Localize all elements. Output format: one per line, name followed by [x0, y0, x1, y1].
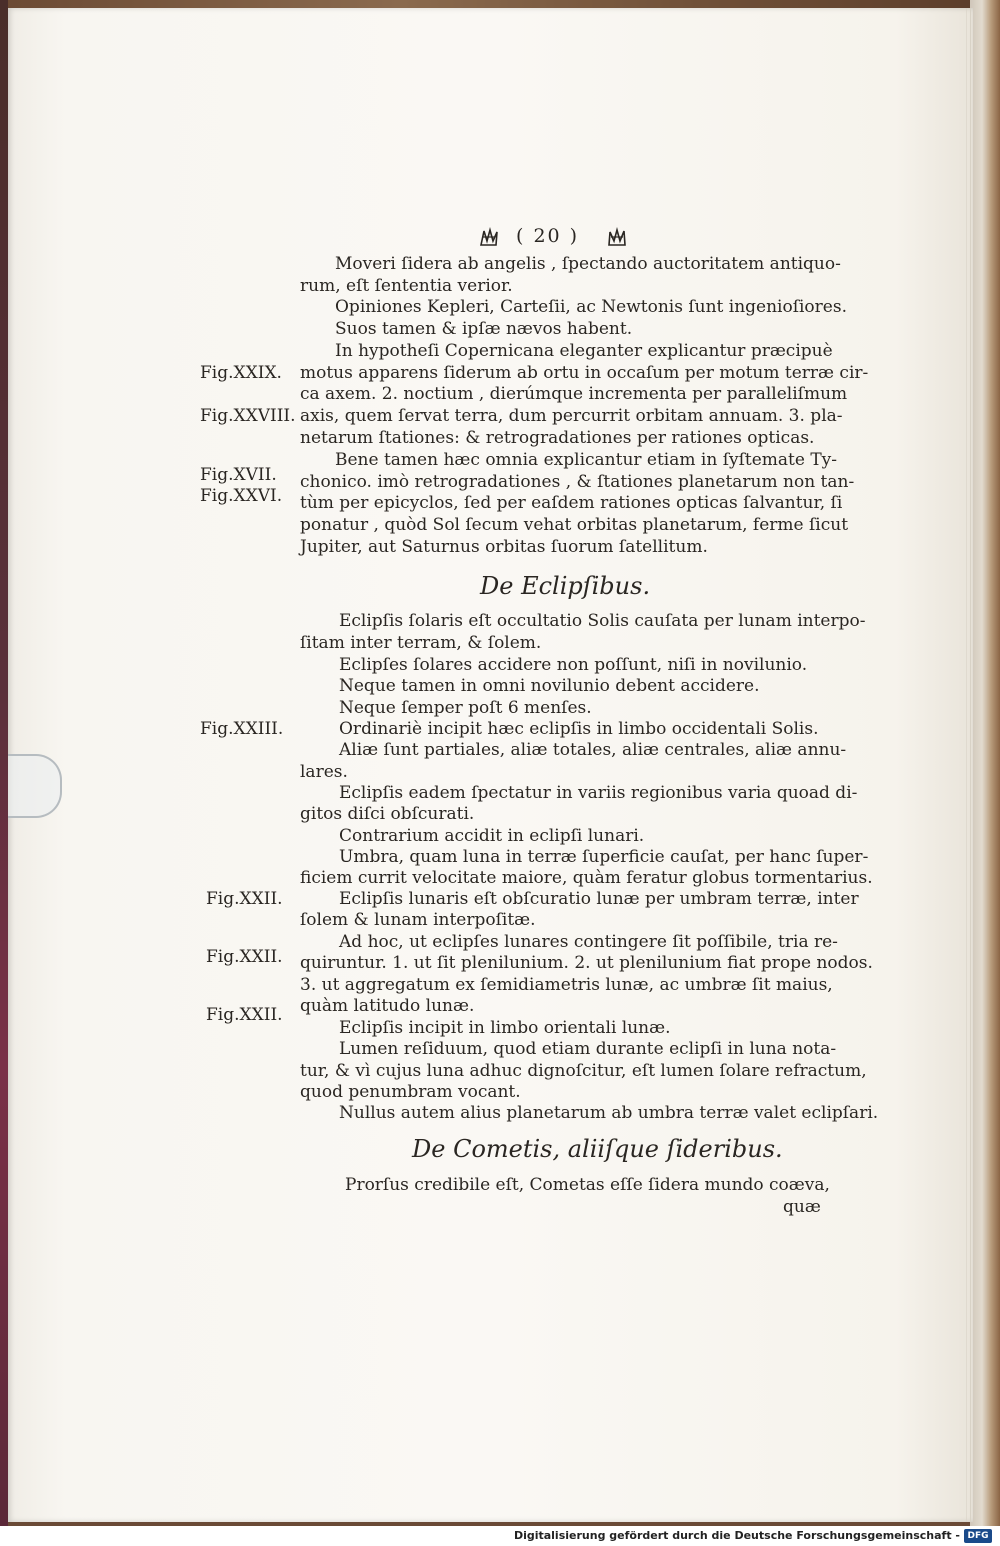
text-line: Contrarium accidit in eclipſi lunari.: [339, 826, 645, 846]
text-line: In hypotheſi Copernicana eleganter explicantur præcipuè: [335, 341, 833, 361]
text-line: Eclipſis eadem ſpectatur in variis regionibus varia quoad di-: [339, 783, 858, 803]
text-line: Suos tamen & ipſæ nævos habent.: [335, 319, 633, 339]
text-line: chonico. imò retrogradationes , & ſtationes planetarum non tan-: [300, 472, 855, 492]
book-page: [8, 8, 973, 1522]
text-line: Ordinariè incipit hæc eclipſis in limbo occidentali Solis.: [339, 719, 819, 739]
section-heading-comets: De Cometis, aliiſque ſideribus.: [412, 1135, 783, 1163]
figure-reference: Fig.XXVI.: [200, 486, 283, 506]
dfg-logo-icon: DFG: [964, 1529, 992, 1543]
text-line: Neque ſemper poſt 6 menſes.: [339, 698, 592, 718]
page-number: ( 20 ): [516, 225, 580, 247]
text-line: ſitam inter terram, & ſolem.: [300, 633, 542, 653]
page-clip-marker: [8, 754, 62, 818]
text-line: ponatur , quòd Sol ſecum vehat orbitas planetarum, ferme ſicut: [300, 515, 849, 535]
text-line: quod penumbram vocant.: [300, 1082, 521, 1102]
page-header: [478, 225, 638, 253]
figure-reference: Fig.XXII.: [206, 889, 283, 909]
catchword: quæ: [783, 1197, 821, 1217]
text-line: Eclipſis lunaris eſt obſcuratio lunæ per umbram terræ, inter: [339, 889, 859, 909]
text-line: netarum ſtationes: & retrogradationes per rationes opticas.: [300, 428, 815, 448]
figure-reference: Fig.XXIX.: [200, 363, 282, 383]
text-line: Aliæ ſunt partiales, aliæ totales, aliæ centrales, aliæ annu-: [339, 740, 847, 760]
figure-reference: Fig.XVII.: [200, 465, 277, 485]
book-binding-right: [970, 0, 1000, 1526]
text-line: Eclipſes ſolares accidere non poſſunt, niſi in novilunio.: [339, 655, 808, 675]
text-line: tur, & vì cujus luna adhuc dignoſcitur, eſt lumen ſolare refractum,: [300, 1061, 867, 1081]
text-line: ca axem. 2. noctium , dierúmque incrementa per paralleliſmum: [300, 384, 848, 404]
page-edge: [970, 8, 971, 1522]
text-line: Eclipſis incipit in limbo orientali lunæ.: [339, 1018, 671, 1038]
text-line: motus apparens ſiderum ab ortu in occaſum per motum terræ cir-: [300, 363, 869, 383]
text-line: Opiniones Kepleri, Carteſii, ac Newtonis ſunt ingenioſiores.: [335, 297, 847, 317]
text-line: Eclipſis ſolaris eſt occultatio Solis cauſata per lunam interpo-: [339, 611, 866, 631]
text-line: Prorſus credibile eſt, Cometas eſſe ſidera mundo coæva,: [345, 1175, 830, 1195]
text-line: Ad hoc, ut eclipſes lunares contingere ſit poſſibile, tria re-: [339, 932, 838, 952]
text-line: tùm per epicyclos, ſed per eaſdem rationes opticas ſalvantur, ſi: [300, 493, 843, 513]
text-line: quiruntur. 1. ut ſit plenilunium. 2. ut plenilunium fiat prope nodos.: [300, 953, 873, 973]
book-binding-left: [0, 0, 8, 1526]
figure-reference: Fig.XXIII.: [200, 719, 284, 739]
text-line: gitos diſci obſcurati.: [300, 804, 475, 824]
text-line: axis, quem ſervat terra, dum percurrit orbitam annuam. 3. pla-: [300, 406, 843, 426]
text-line: Lumen reſiduum, quod etiam durante eclipſi in luna nota-: [339, 1039, 837, 1059]
figure-reference: Fig.XXII.: [206, 1005, 283, 1025]
text-line: 3. ut aggregatum ex ſemidiametris lunæ, ac umbræ ſit maius,: [300, 975, 833, 995]
text-line: rum, eſt ſententia verior.: [300, 276, 513, 296]
footer-credit: Digitalisierung gefördert durch die Deutsche Forschungsgemeinschaft -: [513, 1529, 960, 1542]
text-line: Bene tamen hæc omnia explicantur etiam in ſyſtemate Ty-: [335, 450, 838, 470]
figure-reference: Fig.XXII.: [206, 947, 283, 967]
text-line: Moveri ſidera ab angelis , ſpectando auctoritatem antiquo-: [335, 254, 841, 274]
footer-bar: [0, 1526, 1000, 1546]
figure-reference: Fig.XXVIII.: [200, 406, 296, 426]
text-line: ficiem currit velocitate maiore, quàm feratur globus tormentarius.: [300, 868, 873, 888]
text-line: Nullus autem alius planetarum ab umbra terræ valet eclipſari.: [339, 1103, 879, 1123]
ornament-left-icon: [478, 227, 500, 247]
page-edge: [966, 8, 967, 1522]
text-line: Umbra, quam luna in terræ ſuperficie cauſat, per hanc ſuper-: [339, 847, 869, 867]
text-line: Neque tamen in omni novilunio debent accidere.: [339, 676, 760, 696]
text-line: ſolem & lunam interpoſitæ.: [300, 910, 536, 930]
text-line: quàm latitudo lunæ.: [300, 996, 475, 1016]
section-heading-eclipses: De Eclipſibus.: [480, 572, 651, 600]
text-line: lares.: [300, 762, 348, 782]
text-line: Jupiter, aut Saturnus orbitas ſuorum ſatellitum.: [300, 537, 708, 557]
ornament-right-icon: [606, 227, 628, 247]
